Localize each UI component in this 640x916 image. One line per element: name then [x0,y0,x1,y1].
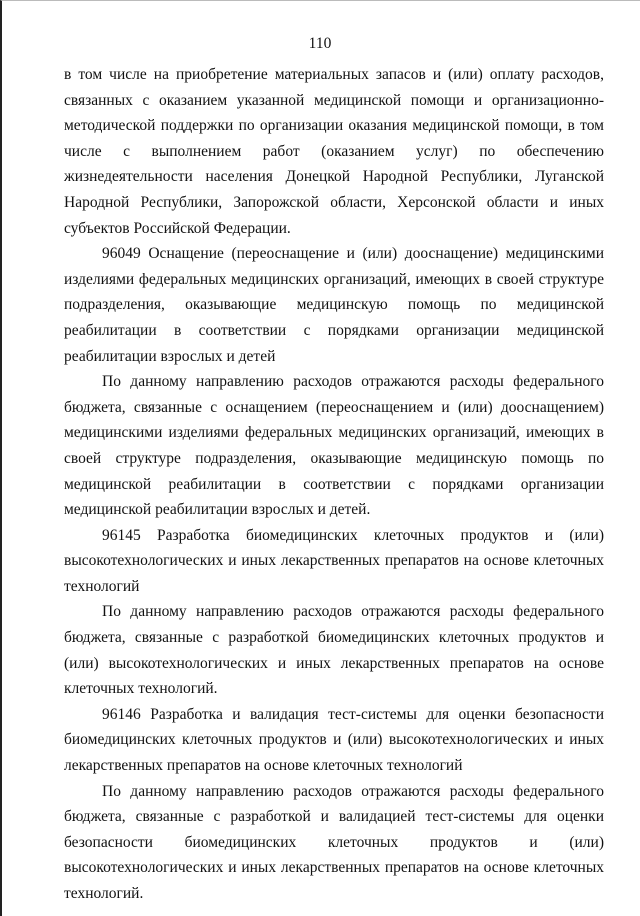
paragraph-expense-96049-heading: 96049 Оснащение (переоснащение и (или) дооснащение) медицинскими изделиями федеральных медицинских организаций, имеющих в своей структуре подразделения, оказывающие медицинскую помощь по медицинской реабилитации в соответствии с порядками организации медицинской реабилитации взрослых и детей [64,245,604,365]
paragraph-expense-96146-description: По данному направлению расходов отражаются расходы федерального бюджета, связанные с разработкой и валидацией тест-системы для оценки безопасности биомедицинских клеточных продуктов и (или) высокотехнологических и иных лекарственных препаратов на основе клеточных технологий. [64,782,604,902]
paragraph-expense-96145-description: По данному направлению расходов отражаются расходы федерального бюджета, связанные с разработкой биомедицинских клеточных продуктов и (или) высокотехнологических и иных лекарственных препаратов на основе клеточных технологий. [64,603,604,698]
paragraph-continuation: в том числе на приобретение материальных запасов и (или) оплату расходов, связанных с оказанием указанной медицинской помощи и организационно-методической поддержки по организации оказания медицинской помощи, в том числе с выполнением работ (оказанием услуг) по обеспечению жизнедеятельности населения Донецкой Народной Республики, Луганской Народной Республики, Запорожской области, Херсонской области и иных субъектов Российской Федерации. [64,66,604,237]
paragraph-expense-96049-description: По данному направлению расходов отражаются расходы федерального бюджета, связанные с оснащением (переоснащением и (или) дооснащением) медицинскими изделиями федеральных медицинских организаций, имеющих в своей структуре подразделения, оказывающие медицинскую помощь по медицинской реабилитации в соответствии с порядками организации медицинской реабилитации взрослых и детей. [64,373,604,519]
document-body [64,62,604,907]
paragraph-expense-96146-heading: 96146 Разработка и валидация тест-системы для оценки безопасности биомедицинских клеточных продуктов и (или) высокотехнологических и иных лекарственных препаратов на основе клеточных технологий [64,705,604,775]
page-number: 110 [308,35,332,52]
paragraph-expense-96145-heading: 96145 Разработка биомедицинских клеточных продуктов и (или) высокотехнологических и иных лекарственных препаратов на основе клеточных технологий [64,526,604,595]
